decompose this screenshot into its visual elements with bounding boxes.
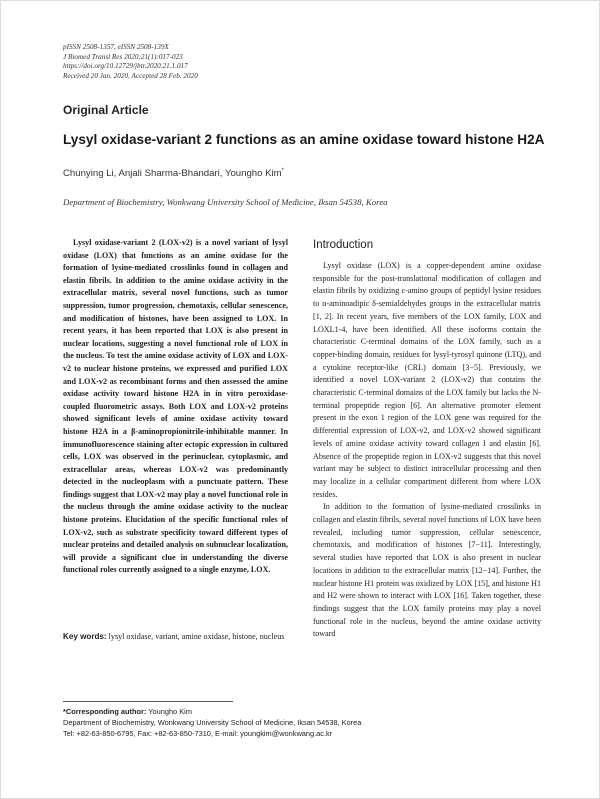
intro-paragraph-1: Lysyl oxidase (LOX) is a copper-dependent amine oxidase responsible for the post-translational modification of collagen and elastin fibrils by oxidizing ε-amino groups of peptidyl lysine residues to α-aminoadipic δ-semialdehydes groups in the extracellular matrix [1, 2]. In recent years, five members of the LOX family, LOX and LOXL1-4, have been identified. All these isoforms contain the characteristic C-terminal domains of the LOX family, such as a copper-binding domain, residues for lysyl-tyrosyl quinone (LTQ), and a cytokine receptor-like (CRL) domain [3−5]. Previously, we identified a novel LOX-variant 2 (LOX-v2) that contains the characteristic C-terminal domains of the LOX family but lacks the N-terminal propeptide region [6]. An alternative promoter element present in the exon 1 region of the LOX gene was required for the differential expression of LOX-v2, and LOX-v2 showed significant levels of amine oxidase activity toward collagen I and elastin [6]. Absence of the propeptide region in LOX-v2 suggests that this novel variant may be subject to distinct intracellular processing and then may localize in a cellular compartment different from where LOX resides.	[313, 261, 541, 499]
journal-citation: J Biomed Transl Res 2020;21(1):017-023	[63, 52, 183, 61]
corresponding-mark: *	[281, 168, 285, 174]
footnote-rule	[63, 701, 233, 702]
footnote-label: *Corresponding author:	[63, 707, 147, 716]
author-list	[63, 168, 284, 179]
issn-line: pISSN 2508-1357, eISSN 2508-139X	[63, 43, 169, 51]
paper-title: Lysyl oxidase-variant 2 functions as an amine oxidase toward histone H2A	[63, 132, 545, 147]
author-names: Chunying Li, Anjali Sharma-Bhandari, Youngho Kim	[63, 168, 282, 180]
keywords-text: lysyl oxidase, variant, amine oxidase, histone, nucleus	[106, 632, 285, 641]
footnote-author: Youngho Kim	[146, 707, 192, 716]
article-type: Original Article	[63, 103, 149, 117]
footnote-address: Department of Biochemistry, Wonkwang University School of Medicine, Iksan 54538, Korea	[63, 718, 362, 727]
footnote-contact: Tel: +82-63-850-6795, Fax: +82-63-850-7310, E-mail: youngkim@wonkwang.ac.kr	[63, 729, 333, 738]
intro-paragraph-2: In addition to the formation of lysine-mediated crosslinks in collagen and elastin fibrils, several novel functions of LOX have been revealed, including tumor suppression, cellular senescence, chemotaxis, and modification of histones [7−11]. Interestingly, several studies have reported that LOX is also present in nuclear locations in addition to the extracellular matrix [12−14]. Further, the nuclear histone H1 protein was oxidized by LOX [15], and histone H1 and H2 were shown to interact with LOX [16]. Taken together, these findings suggest that the LOX family proteins may play a novel functional role in the nucleus, beyond the amine oxidase activity toward	[313, 502, 541, 639]
received-date: Received 20 Jan. 2020, Accepted 28 Feb. 2020	[63, 71, 198, 80]
abstract: Lysyl oxidase-variant 2 (LOX-v2) is a novel variant of lysyl oxidase (LOX) that functions as an amine oxidase for the formation of lysine-mediated crosslinks found in collagen and elastin fibrils. In addition to the amine oxidase activity in the extracellular matrix, several novel functions, such as tumor suppression, tumor progression, chemotaxis, cellular senescence, and modification of histones, have been assigned to LOX. In recent years, it has been reported that LOX is also present in nuclear locations, suggesting a novel functional role of LOX in the nucleus. To test the amine oxidase activity of LOX and LOX-v2 to nuclear histone proteins, we expressed and purified LOX and LOX-v2 as recombinant forms and then assessed the amine oxidase activity toward histone H2A in in vitro peroxidase-coupled fluorometric assays. Both LOX and LOX-v2 proteins showed significant levels of amine oxidase activity toward histone H2A in a β-aminopropionitrile-inhibitable manner. In immunofluorescence staining after ectopic expression in cultured cells, LOX was observed in the perinuclear, cytoplasmic, and extracellular areas, whereas LOX-v2 was predominantly detected in the nucleoplasm with a punctuate pattern. These findings suggest that LOX-v2 may play a novel functional role in the nucleus through the amine oxidase activity to the nuclear histone proteins. Elucidation of the specific functional roles of LOX-v2, such as substrate specificity toward different types of nuclear proteins and detailed analysis on subnuclear localization, will provide a significant clue in understanding the diverse functional roles currently assigned to a single enzyme, LOX.	[63, 238, 288, 575]
keywords-label: Key words:	[63, 632, 107, 641]
introduction-heading: Introduction	[313, 239, 374, 251]
doi-link[interactable]: https://doi.org/10.12729/jbtr.2020.21.1.017	[63, 62, 188, 71]
journal-meta	[63, 43, 198, 81]
corresponding-footnote	[63, 706, 361, 739]
affiliation: Department of Biochemistry, Wonkwang University School of Medicine, Iksan 54538, Korea	[63, 197, 388, 207]
introduction-body	[313, 260, 541, 641]
keywords	[63, 631, 288, 644]
